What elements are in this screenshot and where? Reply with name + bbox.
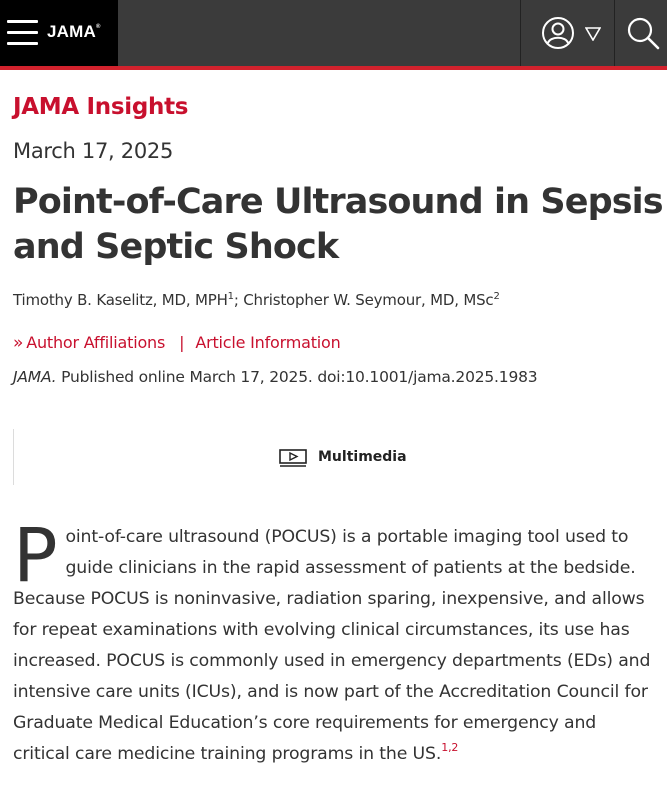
article-title: Point-of-Care Ultrasound in Sepsis and Septic Shock [13, 182, 663, 267]
reference-citations: 1,2 [441, 741, 459, 754]
account-menu[interactable] [520, 0, 615, 66]
multimedia-divider [13, 429, 14, 485]
site-header [0, 0, 667, 70]
article-links [13, 333, 341, 353]
author-affiliation-ref: 1 [227, 291, 234, 302]
author-name[interactable]: Timothy B. Kaselitz, MD, MPH [13, 291, 228, 309]
hamburger-menu-icon[interactable] [7, 20, 38, 46]
video-play-icon [279, 449, 307, 467]
citation-text: Published online March 17, 2025. doi:10.1001/jama.2025.1983 [56, 368, 538, 386]
reference-link-2[interactable]: 2 [451, 741, 459, 754]
author-affiliations-link[interactable]: Author Affiliations [26, 333, 166, 352]
article-information-link[interactable]: Article Information [195, 333, 341, 352]
jama-logo[interactable]: JAMA® [47, 22, 101, 41]
author-list: Timothy B. Kaselitz, MD, MPH$^1$; Christopher W. Seymour, MD, MSc$^2$ [13, 291, 500, 309]
citation-line [13, 368, 537, 386]
brand-block [0, 0, 118, 66]
reference-link-1[interactable]: 1 [441, 741, 449, 754]
multimedia-label: Multimedia [318, 449, 407, 465]
drop-cap: P [13, 513, 58, 599]
body-text: oint-of-care ultrasound (POCUS) is a portable imaging tool used to guide clinicians in the rapid assessment of patients at the bedside. Because POCUS is noninvasive, radiation sparing, inexpensive, and allows for repeat examinations with evolving clinical circumstances, its use has increased. POCUS is commonly used in emergency departments (EDs) and intensive care units (ICUs), and is now part of the Accreditation Council for Graduate Medical Education’s core requirements for emergency and critical care medicine training programs in the US. [13, 527, 651, 764]
triangle-down-icon[interactable] [585, 27, 601, 41]
double-chevron-right-icon: » [13, 333, 24, 353]
link-separator: | [179, 333, 185, 352]
author-name[interactable]: Christopher W. Seymour, MD, MSc [243, 291, 494, 309]
article-kicker[interactable]: JAMA Insights [13, 94, 189, 120]
author-affiliation-ref: 2 [493, 291, 500, 302]
article-body-paragraph [13, 513, 658, 770]
journal-name: JAMA. [13, 368, 57, 386]
search-icon[interactable] [626, 16, 660, 50]
user-icon[interactable] [541, 16, 575, 50]
search-button[interactable] [614, 0, 667, 66]
publication-date: March 17, 2025 [13, 139, 174, 163]
